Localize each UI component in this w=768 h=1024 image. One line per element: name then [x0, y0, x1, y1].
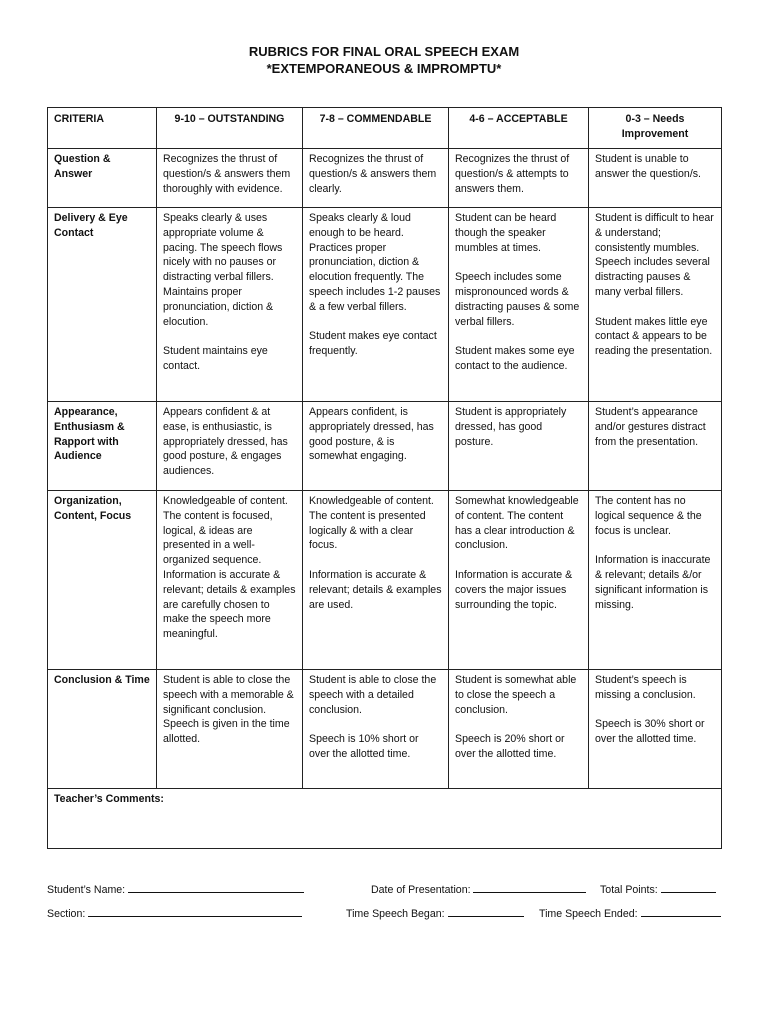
descriptor-text: Student makes eye contact frequently.: [309, 330, 437, 358]
descriptor-cell-outstanding: [157, 208, 303, 402]
descriptor-text: Knowledgeable of content. The content is focused, logical, & ideas are presented in a well-organized sequence. Information is accurate & relevant; details & examples are carefully chosen to make the speech more meaningful.: [163, 495, 296, 641]
descriptor-text: Student is able to close the speech with a memorable & significant conclusion. Speech is given in the time allotted.: [163, 674, 294, 746]
descriptor-text: Student is able to close the speech with a detailed conclusion.: [309, 674, 437, 716]
descriptor-cell-commendable: [303, 149, 449, 208]
date-field[interactable]: [371, 882, 586, 897]
document-title: RUBRICS FOR FINAL ORAL SPEECH EXAM: [248, 44, 520, 59]
criteria-cell: Delivery & Eye Contact: [48, 208, 157, 402]
descriptor-text: Appears confident, is appropriately dressed, has good posture, & is somewhat engaging.: [309, 406, 434, 463]
time-ended-blank[interactable]: [641, 906, 721, 917]
criteria-cell: Appearance, Enthusiasm & Rapport with Audience: [48, 402, 157, 491]
column-header-commendable: 7-8 – COMMENDABLE: [303, 108, 449, 149]
descriptor-text: Student maintains eye contact.: [163, 345, 268, 372]
descriptor-text: Appears confident & at ease, is enthusiastic, is appropriately dressed, has good posture, & engages audiences.: [163, 406, 288, 478]
descriptor-text: Speech includes some mispronounced words & distracting pauses & some verbal fillers.: [455, 271, 580, 328]
section-label: Section:: [47, 908, 86, 920]
descriptor-text: Recognizes the thrust of question/s & answers them clearly.: [309, 153, 437, 195]
header-row: [48, 108, 722, 149]
descriptor-text: Speech is 10% short or over the allotted time.: [309, 733, 419, 760]
rubric-row-organization-content: [48, 491, 722, 670]
descriptor-text: Student makes some eye contact to the audience.: [455, 345, 575, 372]
rubric-row-appearance-enthusiasm: [48, 402, 722, 491]
descriptor-text: Information is accurate & relevant; details & examples are used.: [309, 568, 442, 611]
descriptor-text: Information is accurate & covers the major issues surrounding the topic.: [455, 568, 573, 611]
criteria-cell: Question & Answer: [48, 149, 157, 208]
time-ended-field[interactable]: [539, 906, 721, 921]
descriptor-text: Somewhat knowledgeable of content. The content has a clear introduction & conclusion.: [455, 495, 579, 552]
descriptor-text: Student’s appearance and/or gestures distract from the presentation.: [595, 406, 706, 448]
descriptor-text: Student can be heard though the speaker mumbles at times.: [455, 212, 557, 254]
descriptor-text: Student is unable to answer the question/s.: [595, 153, 701, 180]
total-points-blank[interactable]: [661, 882, 716, 893]
criteria-cell: Organization, Content, Focus: [48, 491, 157, 670]
descriptor-cell-outstanding: [157, 670, 303, 789]
rubric-table: [47, 107, 722, 849]
descriptor-cell-needs-improvement: [589, 670, 722, 789]
time-began-label: Time Speech Began:: [346, 908, 445, 920]
descriptor-cell-acceptable: [449, 402, 589, 491]
date-label: Date of Presentation:: [371, 884, 471, 896]
descriptor-cell-acceptable: [449, 149, 589, 208]
teacher-comments-row: [48, 789, 722, 849]
section-blank[interactable]: [88, 906, 302, 917]
teacher-comments-label: Teacher’s Comments:: [54, 793, 164, 805]
descriptor-cell-acceptable: [449, 670, 589, 789]
student-name-field[interactable]: [47, 882, 304, 897]
descriptor-cell-needs-improvement: [589, 208, 722, 402]
total-points-field[interactable]: [600, 882, 716, 897]
descriptor-text: Speaks clearly & loud enough to be heard. Practices proper pronunciation, diction & elocution frequently. The speech includes 1-2 pauses & a few verbal fillers.: [309, 212, 441, 313]
descriptor-text: Student is somewhat able to close the speech a conclusion.: [455, 674, 577, 716]
descriptor-text: Student’s speech is missing a conclusion.: [595, 674, 696, 701]
criteria-cell: Conclusion & Time: [48, 670, 157, 789]
descriptor-cell-outstanding: [157, 402, 303, 491]
descriptor-text: Recognizes the thrust of question/s & attempts to answers them.: [455, 153, 570, 195]
rubric-row-delivery-eye-contact: [48, 208, 722, 402]
descriptor-text: Speech is 20% short or over the allotted time.: [455, 733, 565, 760]
column-header-criteria: CRITERIA: [48, 108, 157, 149]
descriptor-cell-needs-improvement: [589, 491, 722, 670]
descriptor-text: Knowledgeable of content. The content is presented logically & with a clear focus.: [309, 495, 434, 552]
rubric-row-conclusion-time: [48, 670, 722, 789]
column-header-needs-improvement: 0-3 – Needs Improvement: [589, 108, 722, 149]
descriptor-cell-commendable: [303, 670, 449, 789]
descriptor-cell-outstanding: [157, 149, 303, 208]
descriptor-text: Student is appropriately dressed, has good posture.: [455, 406, 567, 448]
descriptor-text: Recognizes the thrust of question/s & answers them thoroughly with evidence.: [163, 153, 291, 195]
descriptor-text: Student makes little eye contact & appears to be reading the presentation.: [595, 315, 713, 358]
descriptor-text: Speaks clearly & uses appropriate volume & pacing. The speech flows nicely with no pauses or distracting verbal fillers. Maintains proper pronunciation, diction & elocution.: [163, 212, 283, 328]
descriptor-cell-commendable: [303, 491, 449, 670]
student-name-blank[interactable]: [128, 882, 304, 893]
descriptor-cell-commendable: [303, 402, 449, 491]
descriptor-cell-acceptable: [449, 208, 589, 402]
document-subtitle: *EXTEMPORANEOUS & IMPROMPTU*: [266, 61, 502, 76]
descriptor-cell-outstanding: [157, 491, 303, 670]
descriptor-cell-commendable: [303, 208, 449, 402]
date-blank[interactable]: [473, 882, 586, 893]
descriptor-cell-needs-improvement: [589, 149, 722, 208]
teacher-comments-box[interactable]: [48, 789, 722, 849]
student-name-label: Student’s Name:: [47, 884, 126, 896]
time-ended-label: Time Speech Ended:: [539, 908, 638, 920]
descriptor-cell-acceptable: [449, 491, 589, 670]
descriptor-text: Student is difficult to hear & understand; consistently mumbles. Speech includes several distracting pauses & many verbal fillers.: [595, 212, 714, 298]
column-header-outstanding: 9-10 – OUTSTANDING: [157, 108, 303, 149]
descriptor-cell-needs-improvement: [589, 402, 722, 491]
descriptor-text: Information is inaccurate & relevant; details &/or significant information is missing.: [595, 554, 711, 611]
column-header-acceptable: 4-6 – ACCEPTABLE: [449, 108, 589, 149]
descriptor-text: The content has no logical sequence & the focus is unclear.: [595, 495, 702, 537]
time-began-field[interactable]: [346, 906, 524, 921]
total-points-label: Total Points:: [600, 884, 658, 896]
time-began-blank[interactable]: [448, 906, 524, 917]
descriptor-text: Speech is 30% short or over the allotted time.: [595, 718, 705, 746]
section-field[interactable]: [47, 906, 302, 921]
rubric-row-question-answer: [48, 149, 722, 208]
